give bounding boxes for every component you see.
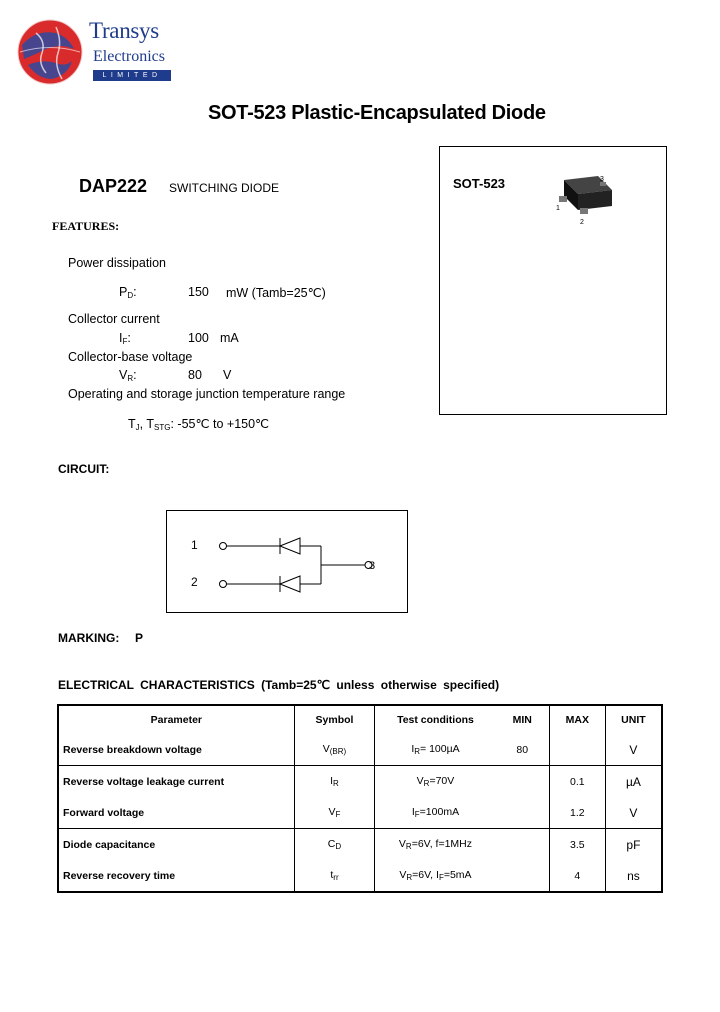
row-conditions: $I_R= 100\mu A$ [375, 734, 496, 766]
pkg-pin-2: 2 [580, 219, 584, 226]
power-symbol: $P_D$: [119, 285, 137, 300]
table-row [58, 734, 662, 766]
row-max: 0.1 [549, 766, 605, 798]
row-parameter: Diode capacitance [58, 829, 294, 861]
table-row [58, 860, 662, 892]
temp-spec: $T_J$, $T_{STG}$: -55℃ to +150℃ [128, 417, 270, 432]
circuit-diagram [166, 510, 408, 613]
circuit-pin-3: 3 [369, 560, 376, 572]
marking-heading: MARKING: [58, 631, 120, 645]
row-unit: V [605, 797, 662, 829]
row-max: 4 [549, 860, 605, 892]
page-title: SOT-523 Plastic-Encapsulated Diode [208, 102, 546, 124]
row-unit: ns [605, 860, 662, 892]
circuit-pin-1: 1 [191, 538, 198, 552]
electrical-heading: ELECTRICAL CHARACTERISTICS (Tamb=25℃ unless otherwise specified) [58, 678, 500, 692]
header-max: MAX [549, 705, 605, 734]
row-max: 3.5 [549, 829, 605, 861]
current-unit: mA [220, 331, 239, 345]
row-min: 80 [516, 743, 529, 756]
power-label: Power dissipation [68, 256, 166, 270]
temp-label: Operating and storage junction temperature range [68, 387, 346, 401]
table-header-row [58, 705, 662, 734]
row-conditions: $V_R=6V$, f=1MHz [375, 829, 496, 861]
part-description: SWITCHING DIODE [169, 181, 279, 195]
row-max: 1.2 [549, 797, 605, 829]
voltage-symbol: $V_R$: [119, 368, 137, 383]
header-parameter: Parameter [150, 714, 203, 726]
current-value: 100 [188, 331, 209, 345]
power-value: 150 [188, 285, 209, 299]
row-symbol: $t_{rr}$ [294, 860, 375, 892]
header-min: MIN [512, 714, 532, 726]
circuit-pin-2: 2 [191, 575, 198, 589]
electrical-table [57, 704, 663, 893]
voltage-label: Collector-base voltage [68, 350, 193, 364]
current-label: Collector current [68, 312, 160, 326]
row-symbol: $V_F$ [294, 797, 375, 829]
voltage-value: 80 [188, 368, 202, 382]
current-symbol: $I_F$: [119, 331, 131, 346]
header-unit: UNIT [605, 705, 662, 734]
row-symbol: $I_R$ [294, 766, 375, 798]
row-parameter: Reverse breakdown voltage [63, 743, 202, 756]
row-unit: µA [605, 766, 662, 798]
part-number: DAP222 [79, 176, 148, 196]
row-parameter: Reverse voltage leakage current [58, 766, 294, 798]
row-parameter: Reverse recovery time [63, 869, 176, 882]
table-row [58, 829, 662, 861]
row-min [496, 766, 550, 798]
marking-value: P [135, 631, 144, 645]
row-min [496, 797, 550, 829]
row-max [549, 734, 605, 766]
header-conditions: Test conditions [375, 705, 496, 734]
row-conditions: $V_R=70V$ [375, 766, 496, 798]
row-symbol: $C_D$ [294, 829, 375, 861]
voltage-unit: V [223, 368, 232, 382]
row-min [496, 829, 550, 861]
circuit-heading: CIRCUIT: [58, 462, 110, 476]
row-symbol: $V_{(BR)}$ [294, 734, 375, 766]
brand-subtitle: Electronics [93, 48, 165, 65]
package-label: SOT-523 [453, 176, 506, 191]
pkg-pin-3: 3 [600, 176, 604, 183]
sot523-package-icon [552, 170, 616, 226]
table-row [58, 797, 662, 829]
header-symbol: Symbol [294, 705, 375, 734]
features-heading: FEATURES: [52, 219, 120, 233]
brand-name: Transys [89, 18, 159, 43]
brand-limited: LIMITED [93, 70, 171, 81]
power-unit: mW (Tamb=25℃) [226, 286, 326, 300]
row-min [496, 860, 550, 892]
row-conditions: $I_F=100mA$ [375, 797, 496, 829]
row-parameter: Forward voltage [63, 806, 145, 819]
table-row [58, 766, 662, 798]
row-unit: pF [605, 829, 662, 861]
pkg-pin-1: 1 [556, 205, 560, 212]
globe-logo-icon [16, 19, 84, 85]
row-unit: V [605, 734, 662, 766]
row-conditions: $V_R=6V$, $I_F=5mA$ [375, 860, 496, 892]
